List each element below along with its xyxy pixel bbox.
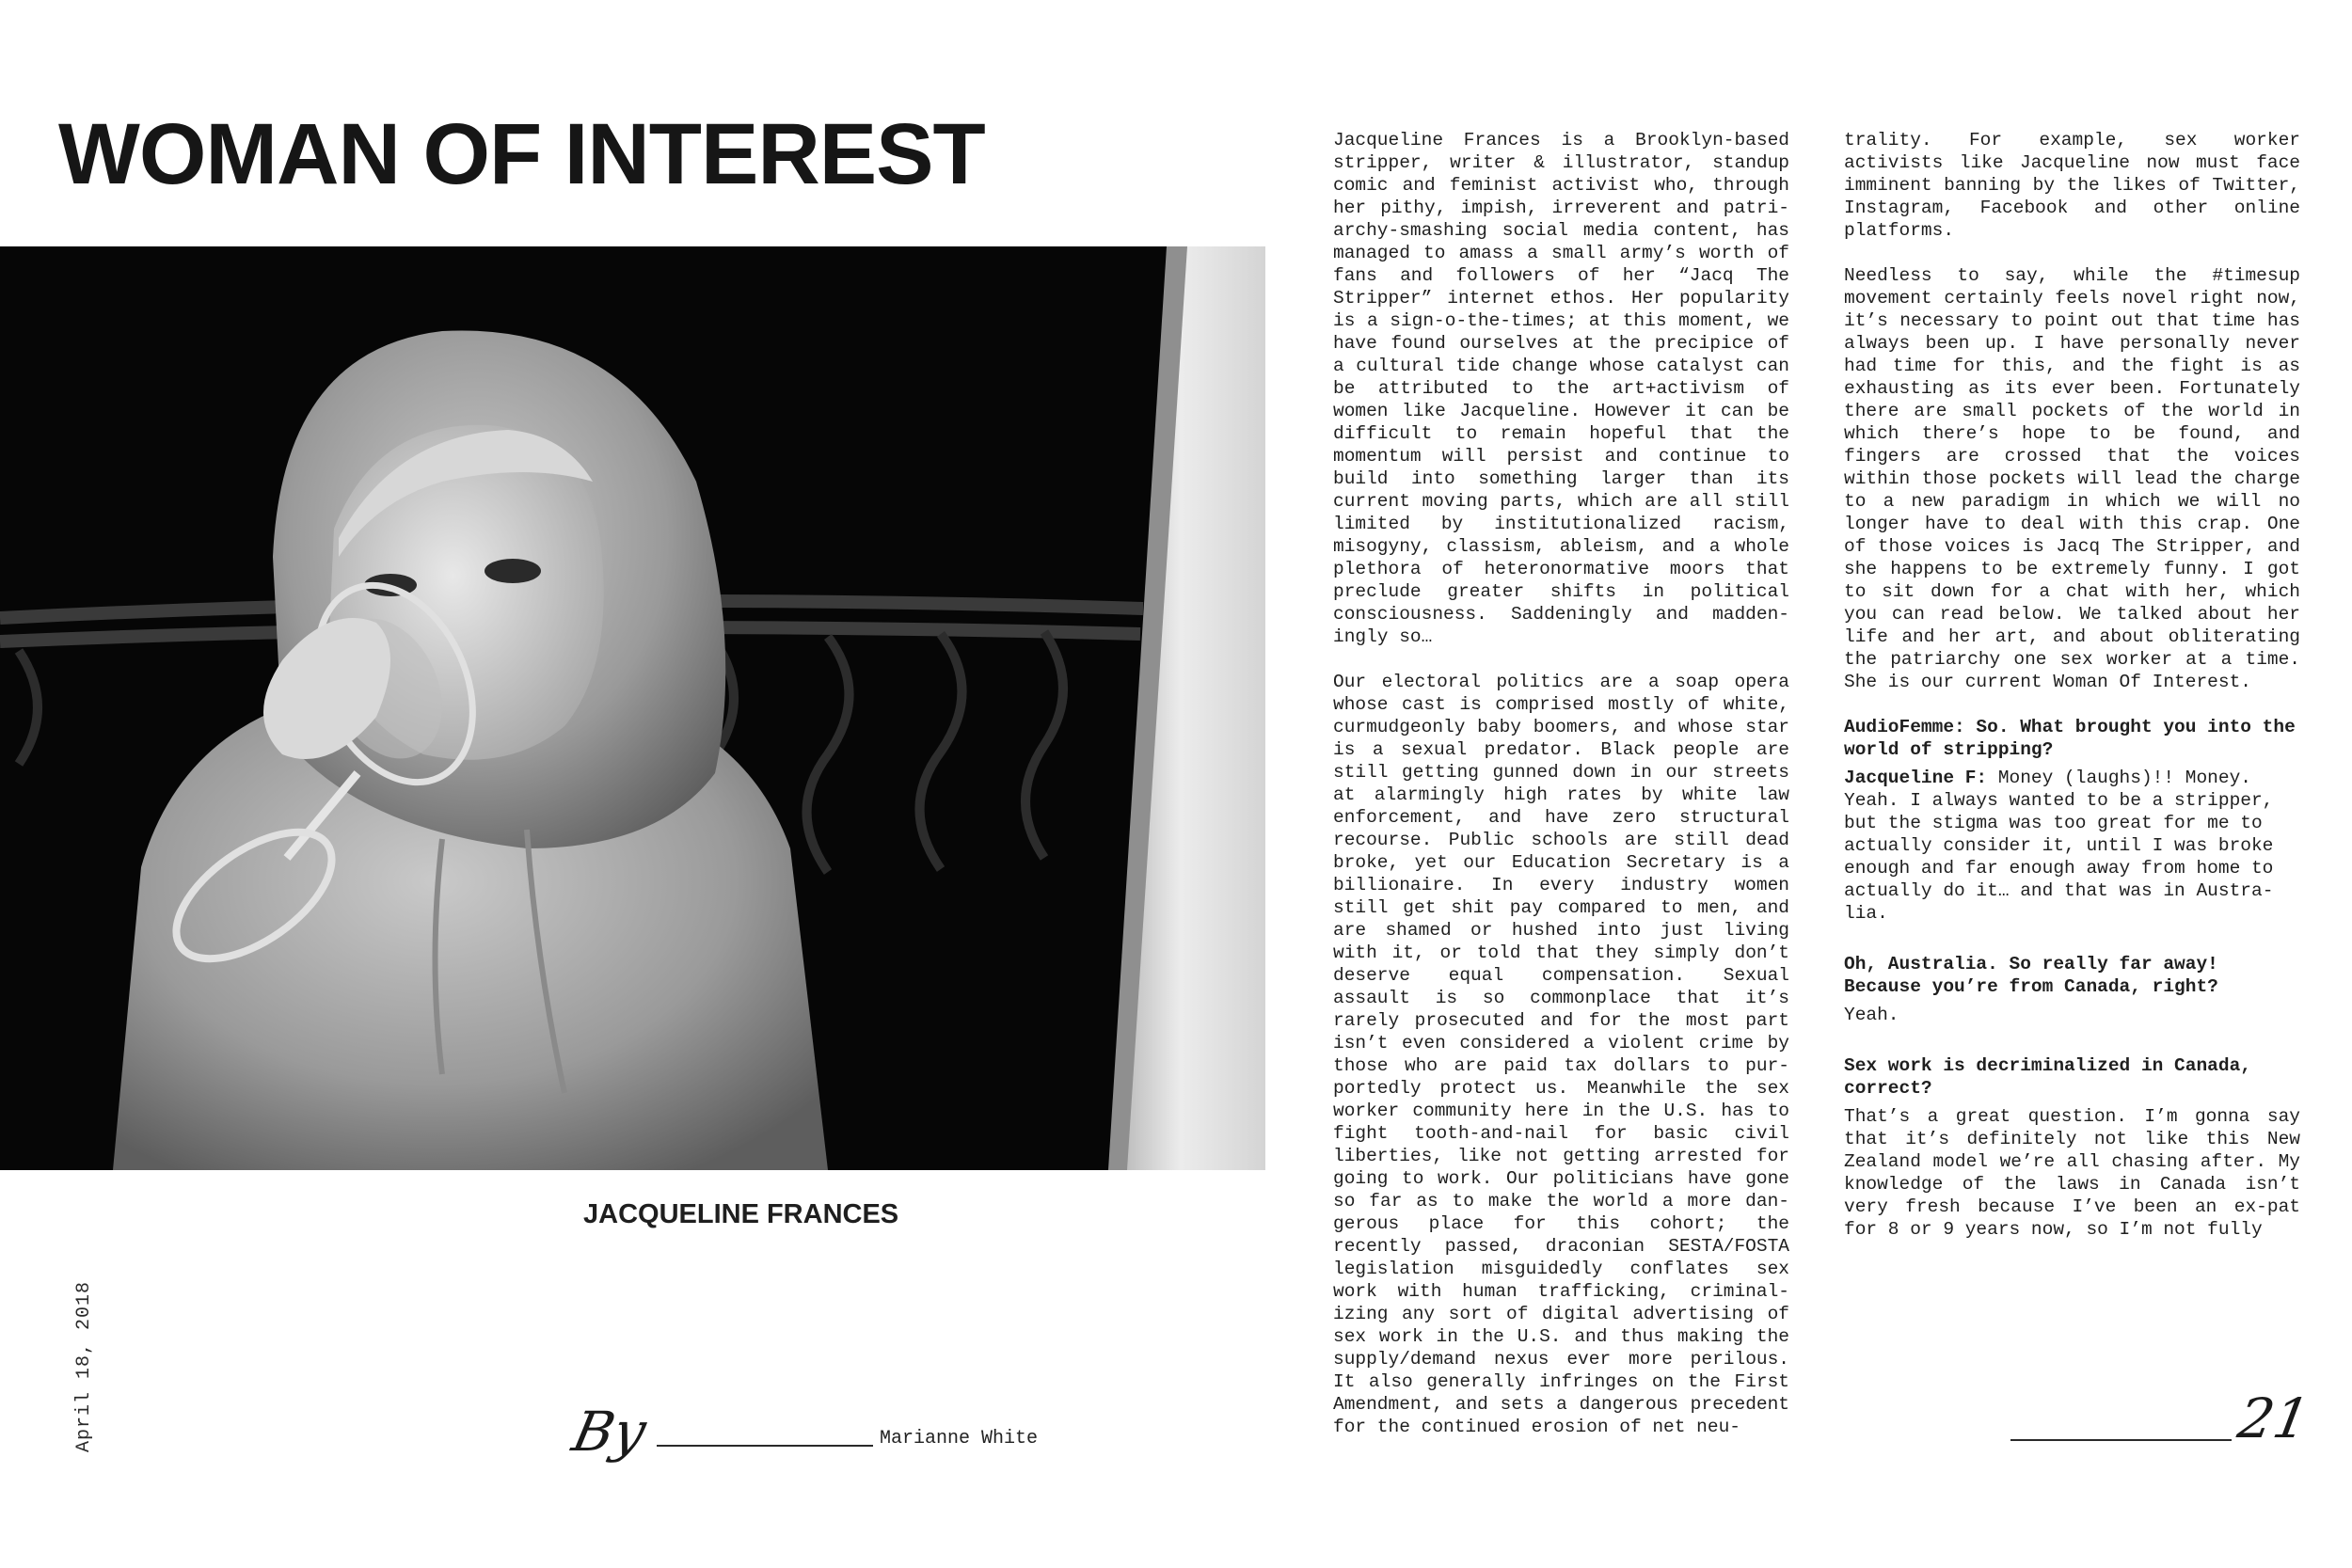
portrait-photo <box>0 246 1265 1170</box>
answer-speaker: Jacqueline F: <box>1844 768 1988 788</box>
interview-answer <box>1844 767 2300 925</box>
article-paragraph: Our electoral politics are a soap opera whose cast is comprised mostly of white, curmudgeonly baby boomers, and whose star is a sexual predator. Black people are still getting gunned down in our streets at alarmingly high rates by white law enforcement, and have zero structural recourse. Public schools are still dead broke, yet our Education Secretary is a billionaire. In every industry women still get shit pay compared to men, and are shamed or hushed into just living with it, or told that they simply don’t deserve equal compensation. Sexual assault is so commonplace that it’s rarely prosecuted and for the most part isn’t even considered a violent crime by those who are paid tax dollars to purportedly protect us. Meanwhile the sex worker community here in the U.S. has to fight tooth-and-nail for basic civil liberties, like not getting arrested for going to work. Our politicians have gone so far as to make the world a more dangerous place for this cohort; the recently passed, draconian SESTA/FOSTA legislation misguidedly conflates sex work with human trafficking, criminalizing any sort of digital advertising of sex work in the U.S. and thus making the supply/demand nexus ever more perilous. It also generally infringes on the First Amendment, and sets a dangerous precedent for the continued erosion of net neu- <box>1333 672 1789 1437</box>
interview-answer: That’s a great question. I’m gonna say that it’s definitely not like this New Zealand model we’re all chasing after. My knowledge of the laws in Canada isn’t very fresh because I’ve been an ex-pat for 8 or 9 years now, so I’m not fully <box>1844 1106 2300 1240</box>
article-paragraph: Jacqueline Frances is a Brooklyn-based stripper, writer & illustrator, standup comic and feminist activist who, through her pithy, impish, irreverent and patriarchy-smashing social media content, has managed to amass a small army’s worth of fans and followers of her “Jacq The Stripper” internet ethos. Her popularity is a sign-o-the-times; at this moment, we have found ourselves at the precipice of a cultural tide change whose catalyst can be attributed to the art+activism of women like Jacqueline. However it can be difficult to remain hopeful that the momentum will persist and continue to build into something larger than its current moving parts, which are all still limited by institutionalized racism, misogyny, classism, ableism, and a whole plethora of heteronormative moors that preclude greater shifts in political consciousness. Saddeningly and maddeningly so… <box>1333 130 1789 647</box>
answer-text: Money (laughs)!! Money. Yeah. I always wanted to be a stripper, but the stigma was too great for me to actually consider it, until I was broke enough and far enough away from home to actually do it… and that was in Australia. <box>1844 768 2274 924</box>
by-label: By <box>566 1400 652 1464</box>
article-column-1 <box>1333 129 1789 1461</box>
page-number: 21 <box>2233 1386 2314 1450</box>
interview-question: Sex work is decriminalized in Canada, correct? <box>1844 1055 2251 1099</box>
interview-answer: Yeah. <box>1844 1005 1899 1025</box>
page-number-rule <box>2010 1439 2232 1441</box>
article-paragraph: Needless to say, while the #timesup movement certainly feels novel right now, it’s necessary to point out that time has always been up. I have personally never had time for this, and the fight is as exhausting as its ever been. Fortunately there are small pockets of the world in which there’s hope to be found, and fingers are crossed that the voices within those pockets will lead the charge to a new paradigm in which we will no longer have to deal with this crap. One of those voices is Jacq The Stripper, and she happens to be extremely funny. I got to sit down for a chat with her, which you can read below. We talked about her life and her art, and about obliterating the patriarchy one sex worker at a time. She is our current Woman Of Interest. <box>1844 265 2300 692</box>
article-column-2 <box>1844 129 2300 1269</box>
photo-caption: JACQUELINE FRANCES <box>583 1199 899 1229</box>
publish-date: April 18, 2018 <box>73 1280 95 1452</box>
byline-rule <box>657 1445 873 1447</box>
interview-question: Oh, Australia. So really far away! Because you’re from Canada, right? <box>1844 954 2218 997</box>
author-name: Marianne White <box>880 1428 1039 1449</box>
byline <box>566 1400 1063 1465</box>
interview-question: AudioFemme: So. What brought you into the world of stripping? <box>1844 717 2296 760</box>
page-title: WOMAN OF INTEREST <box>58 106 985 202</box>
article-paragraph: trality. For example, sex worker activists like Jacqueline now must face imminent banning by the likes of Twitter, Instagram, Facebook and other online platforms. <box>1844 130 2300 241</box>
